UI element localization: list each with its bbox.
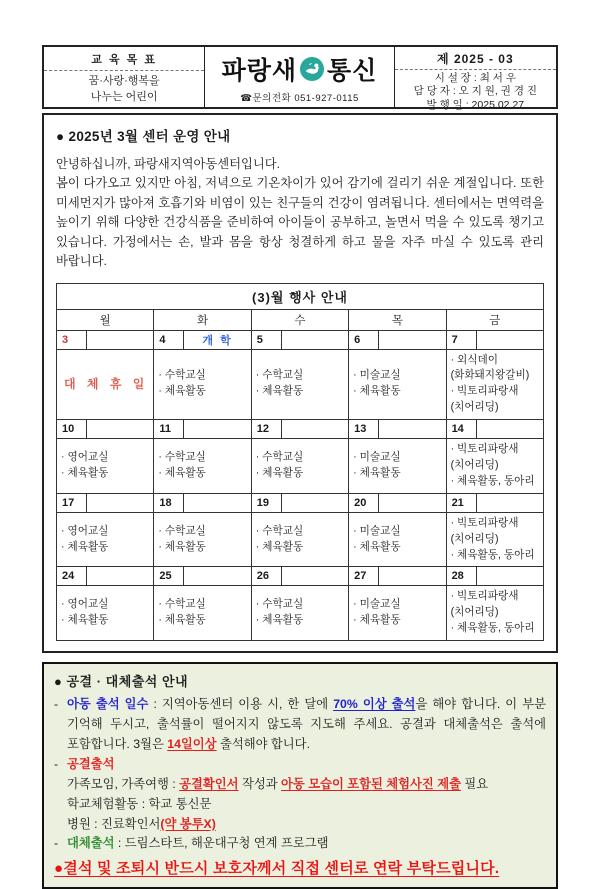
date-number: 13 [349, 420, 379, 438]
event-line: · 수학교실 [158, 598, 206, 611]
issue-info-cell [395, 47, 556, 111]
date-cell-28 [446, 567, 543, 586]
date-number: 28 [447, 567, 477, 585]
event-cell [251, 512, 348, 567]
date-cell-4 [154, 330, 251, 349]
date-cell-24 [57, 567, 154, 586]
event-line: · 체육활동 [158, 466, 206, 479]
attendance-14-days: 14일이상 [167, 736, 217, 751]
notice-text: 을 해야 합니다. 이 부분 기억해 두시고, 출석률이 떨어지지 않도록 지도해 주세요. 공결과 대체출석은 출석에 포함합니다. 3월은 [67, 697, 546, 751]
excused-hospital-line [54, 815, 546, 835]
intro-paragraph: 봄이 다가오고 있지만 아침, 저녁으로 기온차이가 있어 감기에 걸리기 쉬운 계절입니다. 또한 미세먼지가 많아져 호흡기와 비염이 있는 친구들의 건강이 염려됩니다. 센터에서는 면역력을 높이기 위해 다양한 건강식품을 준비하여 아이들이 공부하고, 놀면서 먹을 수 있도록 챙기고 있습니다. 가정에서는 손, 발과 몸을 항상 청결하게 하고 물을 자주 마실 수 있도록 관리 바랍니다. [56, 176, 544, 269]
day-header-wed: 수 [251, 309, 348, 330]
date-cell-12 [251, 420, 348, 439]
attendance-70-percent: 70% 이상 출석 [333, 697, 416, 712]
substitute-attendance-label: 대체출석 [67, 836, 115, 851]
event-line: · 빅토리파랑새 [450, 516, 519, 529]
event-cell [446, 349, 543, 420]
date-number: 25 [154, 567, 184, 585]
bluebird-logo-icon [299, 56, 325, 82]
date-cell-20 [349, 493, 446, 512]
event-line: · 영어교실 [61, 524, 109, 537]
calendar-date-row-w1 [57, 330, 544, 349]
notice-item-body [67, 834, 546, 854]
date-cell-17 [57, 493, 154, 512]
day-header-tue: 화 [154, 309, 251, 330]
event-line: · 체육활동 [255, 540, 304, 553]
event-line: · 미술교실 [353, 598, 401, 611]
event-cell [57, 439, 154, 494]
date-number: 7 [447, 331, 477, 349]
event-cell [154, 439, 251, 494]
notice-text: 가족모임, 가족여행 : [67, 776, 180, 791]
notice-text: 작성과 [238, 776, 282, 791]
date-cell-18 [154, 493, 251, 512]
date-number: 20 [349, 494, 379, 512]
event-line: (치어리딩) [450, 532, 499, 545]
day-header-mon: 월 [57, 309, 154, 330]
event-line: · 미술교실 [353, 369, 401, 382]
no-medicine-bag-note: (약 봉투X) [160, 816, 216, 831]
publish-date: 발 행 일 : 2025.02.27 [426, 98, 525, 111]
event-cell [57, 586, 154, 641]
newsletter-brand-cell [205, 47, 394, 107]
event-line: · 체육활동 [61, 540, 109, 553]
event-line: · 수학교실 [255, 369, 304, 382]
event-cell [251, 439, 348, 494]
date-number: 19 [252, 494, 282, 512]
notice-item-excused-absence [54, 755, 546, 775]
event-line: (치어리딩) [450, 458, 499, 471]
event-cell [446, 586, 543, 641]
photo-requirement: 아동 모습이 포함된 체험사진 제출 [281, 776, 461, 791]
event-line: · 체육활동 [255, 466, 304, 479]
event-line: · 체육활동 [158, 385, 206, 398]
notice-item-attendance-days [54, 695, 546, 755]
event-line: · 체육활동, 동아리 [450, 622, 535, 635]
date-cell-3 [57, 330, 154, 349]
date-number: 21 [447, 494, 477, 512]
list-dash: - [54, 697, 59, 712]
event-cell [154, 512, 251, 567]
date-number: 12 [252, 420, 282, 438]
date-number: 5 [252, 331, 282, 349]
header-table [42, 45, 558, 109]
list-dash: - [54, 756, 59, 771]
notice-item-body [67, 695, 546, 755]
event-line: · 체육활동 [255, 614, 304, 627]
contact-center-warning: ●결석 및 조퇴시 반드시 보호자께서 직접 센터로 연락 부탁드립니다. [54, 860, 500, 878]
event-line: · 빅토리파랑새 [450, 590, 519, 603]
notice-item-substitute-attendance [54, 834, 546, 854]
event-line: · 미술교실 [353, 451, 401, 464]
event-line: · 수학교실 [158, 451, 206, 464]
date-cell-13 [349, 420, 446, 439]
date-note-school-start: 개 학 [202, 334, 233, 347]
event-line: · 체육활동, 동아리 [450, 548, 535, 561]
newsletter-title-left: 파랑새 [221, 56, 298, 85]
date-number: 3 [57, 331, 87, 349]
education-goal-title: 교 육 목 표 [44, 47, 204, 71]
event-cell [349, 512, 446, 567]
event-line: · 체육활동 [353, 466, 401, 479]
notice-text: : 드림스타트, 해운대구청 연계 프로그램 [114, 836, 329, 851]
notice-text: : 지역아동센터 이용 시, 한 달에 [148, 697, 334, 712]
date-number: 27 [349, 567, 379, 585]
event-line: · 체육활동 [61, 466, 109, 479]
calendar-event-row-w2 [57, 439, 544, 494]
director-name: 시 설 장 : 최 서 우 [434, 72, 516, 84]
day-header-thu: 목 [349, 309, 446, 330]
event-cell [251, 586, 348, 641]
event-line: · 영어교실 [61, 598, 109, 611]
date-cell-11 [154, 420, 251, 439]
greeting-line: 안녕하십니까, 파랑새지역아동센터입니다. [56, 157, 281, 171]
manager-names: 담 당 자 : 오 지 원, 권 경 진 [413, 85, 538, 98]
date-cell-14 [446, 420, 543, 439]
education-goal-line2: 나누는 어린이 [90, 91, 158, 103]
date-number: 14 [447, 420, 477, 438]
calendar-day-header-row [57, 309, 544, 330]
event-line: · 빅토리파랑새 [450, 385, 519, 398]
section-title-operation: ● 2025년 3월 센터 운영 안내 [56, 129, 231, 144]
date-cell-6 [349, 330, 446, 349]
calendar-event-row-w4 [57, 586, 544, 641]
excused-school-line: 학교체험활동 : 학교 통신문 [67, 796, 212, 811]
event-line: · 체육활동 [353, 540, 401, 553]
event-cell [154, 349, 251, 420]
calendar-date-row-w3 [57, 493, 544, 512]
event-line: · 영어교실 [61, 451, 109, 464]
date-number: 4 [154, 331, 184, 349]
event-line: (치어리딩) [450, 401, 499, 414]
excused-absence-label: 공결출석 [67, 756, 115, 771]
notice-item-body [67, 755, 546, 775]
notice-text: 필요 [461, 776, 489, 791]
date-cell-19 [251, 493, 348, 512]
event-line: · 빅토리파랑새 [450, 443, 519, 456]
date-cell-21 [446, 493, 543, 512]
event-line: · 수학교실 [255, 524, 304, 537]
absence-confirm-doc: 공결확인서 [179, 776, 239, 791]
event-cell [349, 349, 446, 420]
date-cell-26 [251, 567, 348, 586]
calendar-date-row-w2 [57, 420, 544, 439]
event-cell [154, 586, 251, 641]
date-number: 18 [154, 494, 184, 512]
newsletter-title-right: 통신 [327, 56, 378, 85]
event-cell [251, 349, 348, 420]
event-line: · 체육활동, 동아리 [450, 474, 535, 487]
date-number: 26 [252, 567, 282, 585]
event-line: · 체육활동 [158, 614, 206, 627]
newsletter-page [42, 0, 558, 889]
newsletter-title [222, 51, 378, 87]
education-goal-cell [44, 47, 205, 107]
calendar-event-row-w3 [57, 512, 544, 567]
calendar-event-row-w1 [57, 349, 544, 420]
event-line: · 체육활동 [255, 385, 304, 398]
attendance-notice-box [42, 662, 558, 889]
event-line: · 체육활동 [61, 614, 109, 627]
date-cell-25 [154, 567, 251, 586]
date-number: 11 [154, 420, 184, 438]
date-number: 10 [57, 420, 87, 438]
event-line: (화화돼지왕갈비) [450, 369, 530, 382]
day-header-fri: 금 [446, 309, 543, 330]
event-cell [57, 512, 154, 567]
date-number: 6 [349, 331, 379, 349]
event-cell [446, 512, 543, 567]
date-number: 24 [57, 567, 87, 585]
event-cell-holiday: 대 체 휴 일 [57, 349, 154, 420]
main-content-box [42, 113, 558, 653]
calendar-title-row [57, 283, 544, 309]
notice-text: 병원 : 진료확인서 [67, 816, 161, 831]
date-cell-27 [349, 567, 446, 586]
contact-phone: ☎문의전화 051-927-0115 [240, 92, 359, 104]
list-dash: - [54, 836, 59, 851]
education-goal-line1: 꿈·사랑·행복을 [88, 74, 160, 87]
date-cell-5 [251, 330, 348, 349]
calendar-date-row-w4 [57, 567, 544, 586]
section-title-attendance: ● 공결 · 대체출석 안내 [54, 674, 189, 690]
event-line: · 수학교실 [255, 598, 304, 611]
date-cell-7 [446, 330, 543, 349]
event-line: · 미술교실 [353, 524, 401, 537]
excused-family-line [54, 775, 546, 795]
event-line: (치어리딩) [450, 606, 499, 619]
calendar-title: (3)월 행사 안내 [57, 283, 544, 309]
event-cell [349, 586, 446, 641]
education-goal-text [44, 71, 204, 107]
event-line: · 수학교실 [158, 524, 206, 537]
event-line: · 외식데이 [450, 353, 498, 366]
event-line: · 체육활동 [353, 614, 401, 627]
event-line: · 수학교실 [158, 369, 206, 382]
attendance-days-label: 아동 출석 일수 [67, 697, 149, 712]
event-line: · 수학교실 [255, 451, 304, 464]
event-cell [446, 439, 543, 494]
march-event-calendar [56, 283, 544, 642]
event-line: · 체육활동 [353, 385, 401, 398]
notice-text: 출석해야 합니다. [216, 736, 310, 751]
event-line: · 체육활동 [158, 540, 206, 553]
date-number: 17 [57, 494, 87, 512]
date-cell-10 [57, 420, 154, 439]
issue-number: 제 2025 - 03 [395, 47, 556, 70]
event-cell [349, 439, 446, 494]
